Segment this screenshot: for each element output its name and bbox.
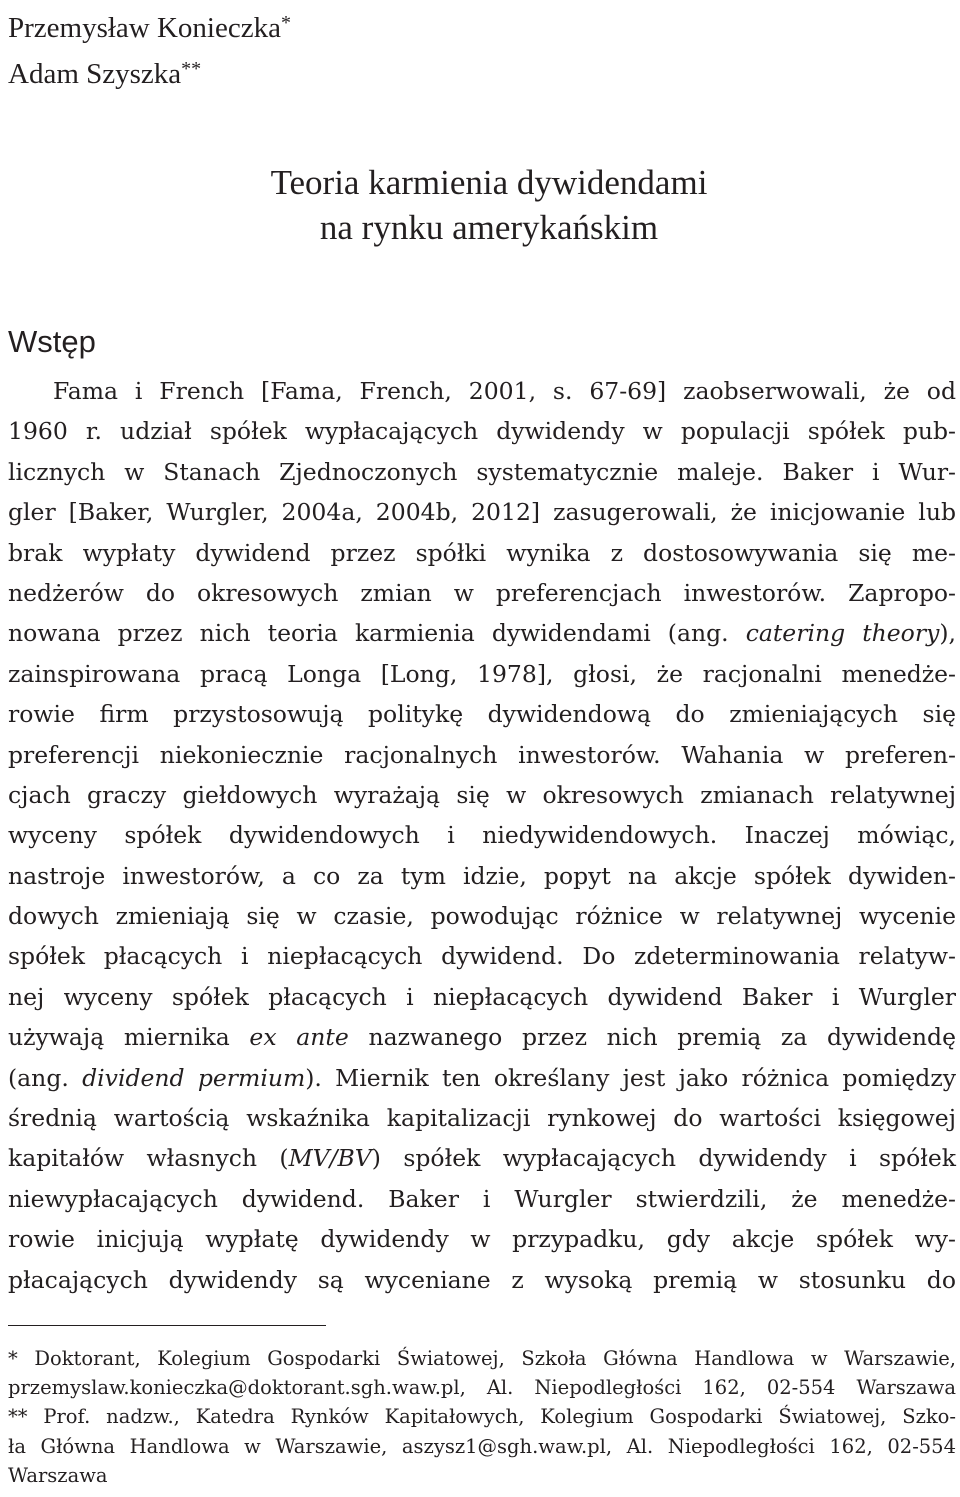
italic-term: ex ante <box>249 1023 349 1052</box>
body-paragraph <box>8 371 956 1300</box>
italic-term: catering theory <box>745 619 940 648</box>
footnote-line: ła Główna Handlowa w Warszawie, aszysz1@sgh.waw.pl, Al. Niepodległości 162, 02-554 <box>8 1434 956 1458</box>
paragraph-line: spółek płacących i niepłacących dywidend. Do zdeterminowania relatyw- <box>8 942 956 971</box>
author-1-footnote-mark: * <box>280 12 291 34</box>
paragraph-line: gler [Baker, Wurgler, 2004a, 2004b, 2012] zasugerowali, że inicjowanie lub <box>8 498 956 527</box>
paragraph-line: wyceny spółek dywidendowych i niedywidendowych. Inaczej mówiąc, <box>8 821 956 850</box>
paragraph-line: rowie firm przystosowują politykę dywidendową do zmieniających się <box>8 700 956 729</box>
paragraph-line: zainspirowana pracą Longa [Long, 1978], głosi, że racjonalni menedże- <box>8 659 956 688</box>
title-line-1: Teoria karmienia dywidendami <box>270 163 708 202</box>
paragraph-line: nastroje inwestorów, a co za tym idzie, popyt na akcje spółek dywiden- <box>8 861 956 890</box>
text-segment: nowana przez nich teoria karmienia dywidendami (ang. <box>8 619 746 648</box>
text-segment: kapitałów własnych ( <box>8 1144 289 1173</box>
author-2-name: Adam Szyszka <box>8 58 182 90</box>
text-segment: ) spółek wypłacających dywidendy i spółek <box>371 1144 956 1173</box>
footnote-line: przemyslaw.konieczka@doktorant.sgh.waw.pl, Al. Niepodległości 162, 02-554 Warszawa <box>8 1376 956 1400</box>
text-segment: używają miernika <box>8 1023 250 1052</box>
paragraph-line: preferencji niekoniecznie racjonalnych inwestorów. Wahania w preferen- <box>8 740 956 769</box>
paragraph-line <box>8 1138 956 1178</box>
author-1-name: Przemysław Konieczka <box>8 12 281 44</box>
paragraph-line: średnią wartością wskaźnika kapitalizacji rynkowej do wartości księgowej <box>8 1104 956 1133</box>
paragraph-line: brak wypłaty dywidend przez spółki wynika z dostosowywania się me- <box>8 538 956 567</box>
title-line-2: na rynku amerykańskim <box>319 208 659 247</box>
paragraph-line: 1960 r. udział spółek wypłacających dywidendy w populacji spółek pub- <box>8 417 956 446</box>
italic-term: MV/BV <box>288 1144 372 1173</box>
footnotes <box>8 1344 956 1490</box>
author-list <box>8 0 291 92</box>
author-1 <box>8 0 291 46</box>
paragraph-line <box>8 1058 956 1098</box>
paragraph-line <box>8 613 956 653</box>
section-heading: Wstęp <box>8 324 96 359</box>
footnote-line: Warszawa <box>8 1463 108 1487</box>
footnote-line: ** Prof. nadzw., Katedra Rynków Kapitałowych, Kolegium Gospodarki Światowej, Szko- <box>8 1405 956 1429</box>
paragraph-line: Fama i French [Fama, French, 2001, s. 67-69] zaobserwowali, że od <box>53 377 956 405</box>
footnote-divider <box>8 1325 326 1326</box>
text-segment: ). Miernik ten określany jest jako różnica pomiędzy <box>305 1063 956 1092</box>
text-segment: ), <box>939 619 956 648</box>
article-title <box>0 160 960 250</box>
paragraph-line: cjach graczy giełdowych wyrażają się w okresowych zmianach relatywnej <box>8 780 956 809</box>
text-segment: (ang. <box>8 1063 83 1092</box>
paragraph-line: nej wyceny spółek płacących i niepłacących dywidend Baker i Wurgler <box>8 982 956 1011</box>
paragraph-line: niewypłacających dywidend. Baker i Wurgler stwierdzili, że menedże- <box>8 1184 956 1213</box>
paragraph-line: płacających dywidendy są wyceniane z wysoką premią w stosunku do <box>8 1265 956 1294</box>
text-segment: nazwanego przez nich premią za dywidendę <box>348 1023 956 1052</box>
paragraph-line: dowych zmieniają się w czasie, powodując różnice w relatywnej wycenie <box>8 902 956 931</box>
italic-term: dividend permium <box>82 1063 306 1092</box>
paragraph-line <box>8 1017 956 1057</box>
author-2-footnote-mark: ** <box>181 58 202 80</box>
footnote-line: * Doktorant, Kolegium Gospodarki Światowej, Szkoła Główna Handlowa w Warszawie, <box>8 1347 956 1370</box>
paragraph-line: licznych w Stanach Zjednoczonych systematycznie maleje. Baker i Wur- <box>8 457 956 486</box>
paragraph-line: rowie inicjują wypłatę dywidendy w przypadku, gdy akcje spółek wy- <box>8 1225 956 1254</box>
paragraph-line: nedżerów do okresowych zmian w preferencjach inwestorów. Zapropo- <box>8 578 956 607</box>
author-2 <box>8 46 291 92</box>
